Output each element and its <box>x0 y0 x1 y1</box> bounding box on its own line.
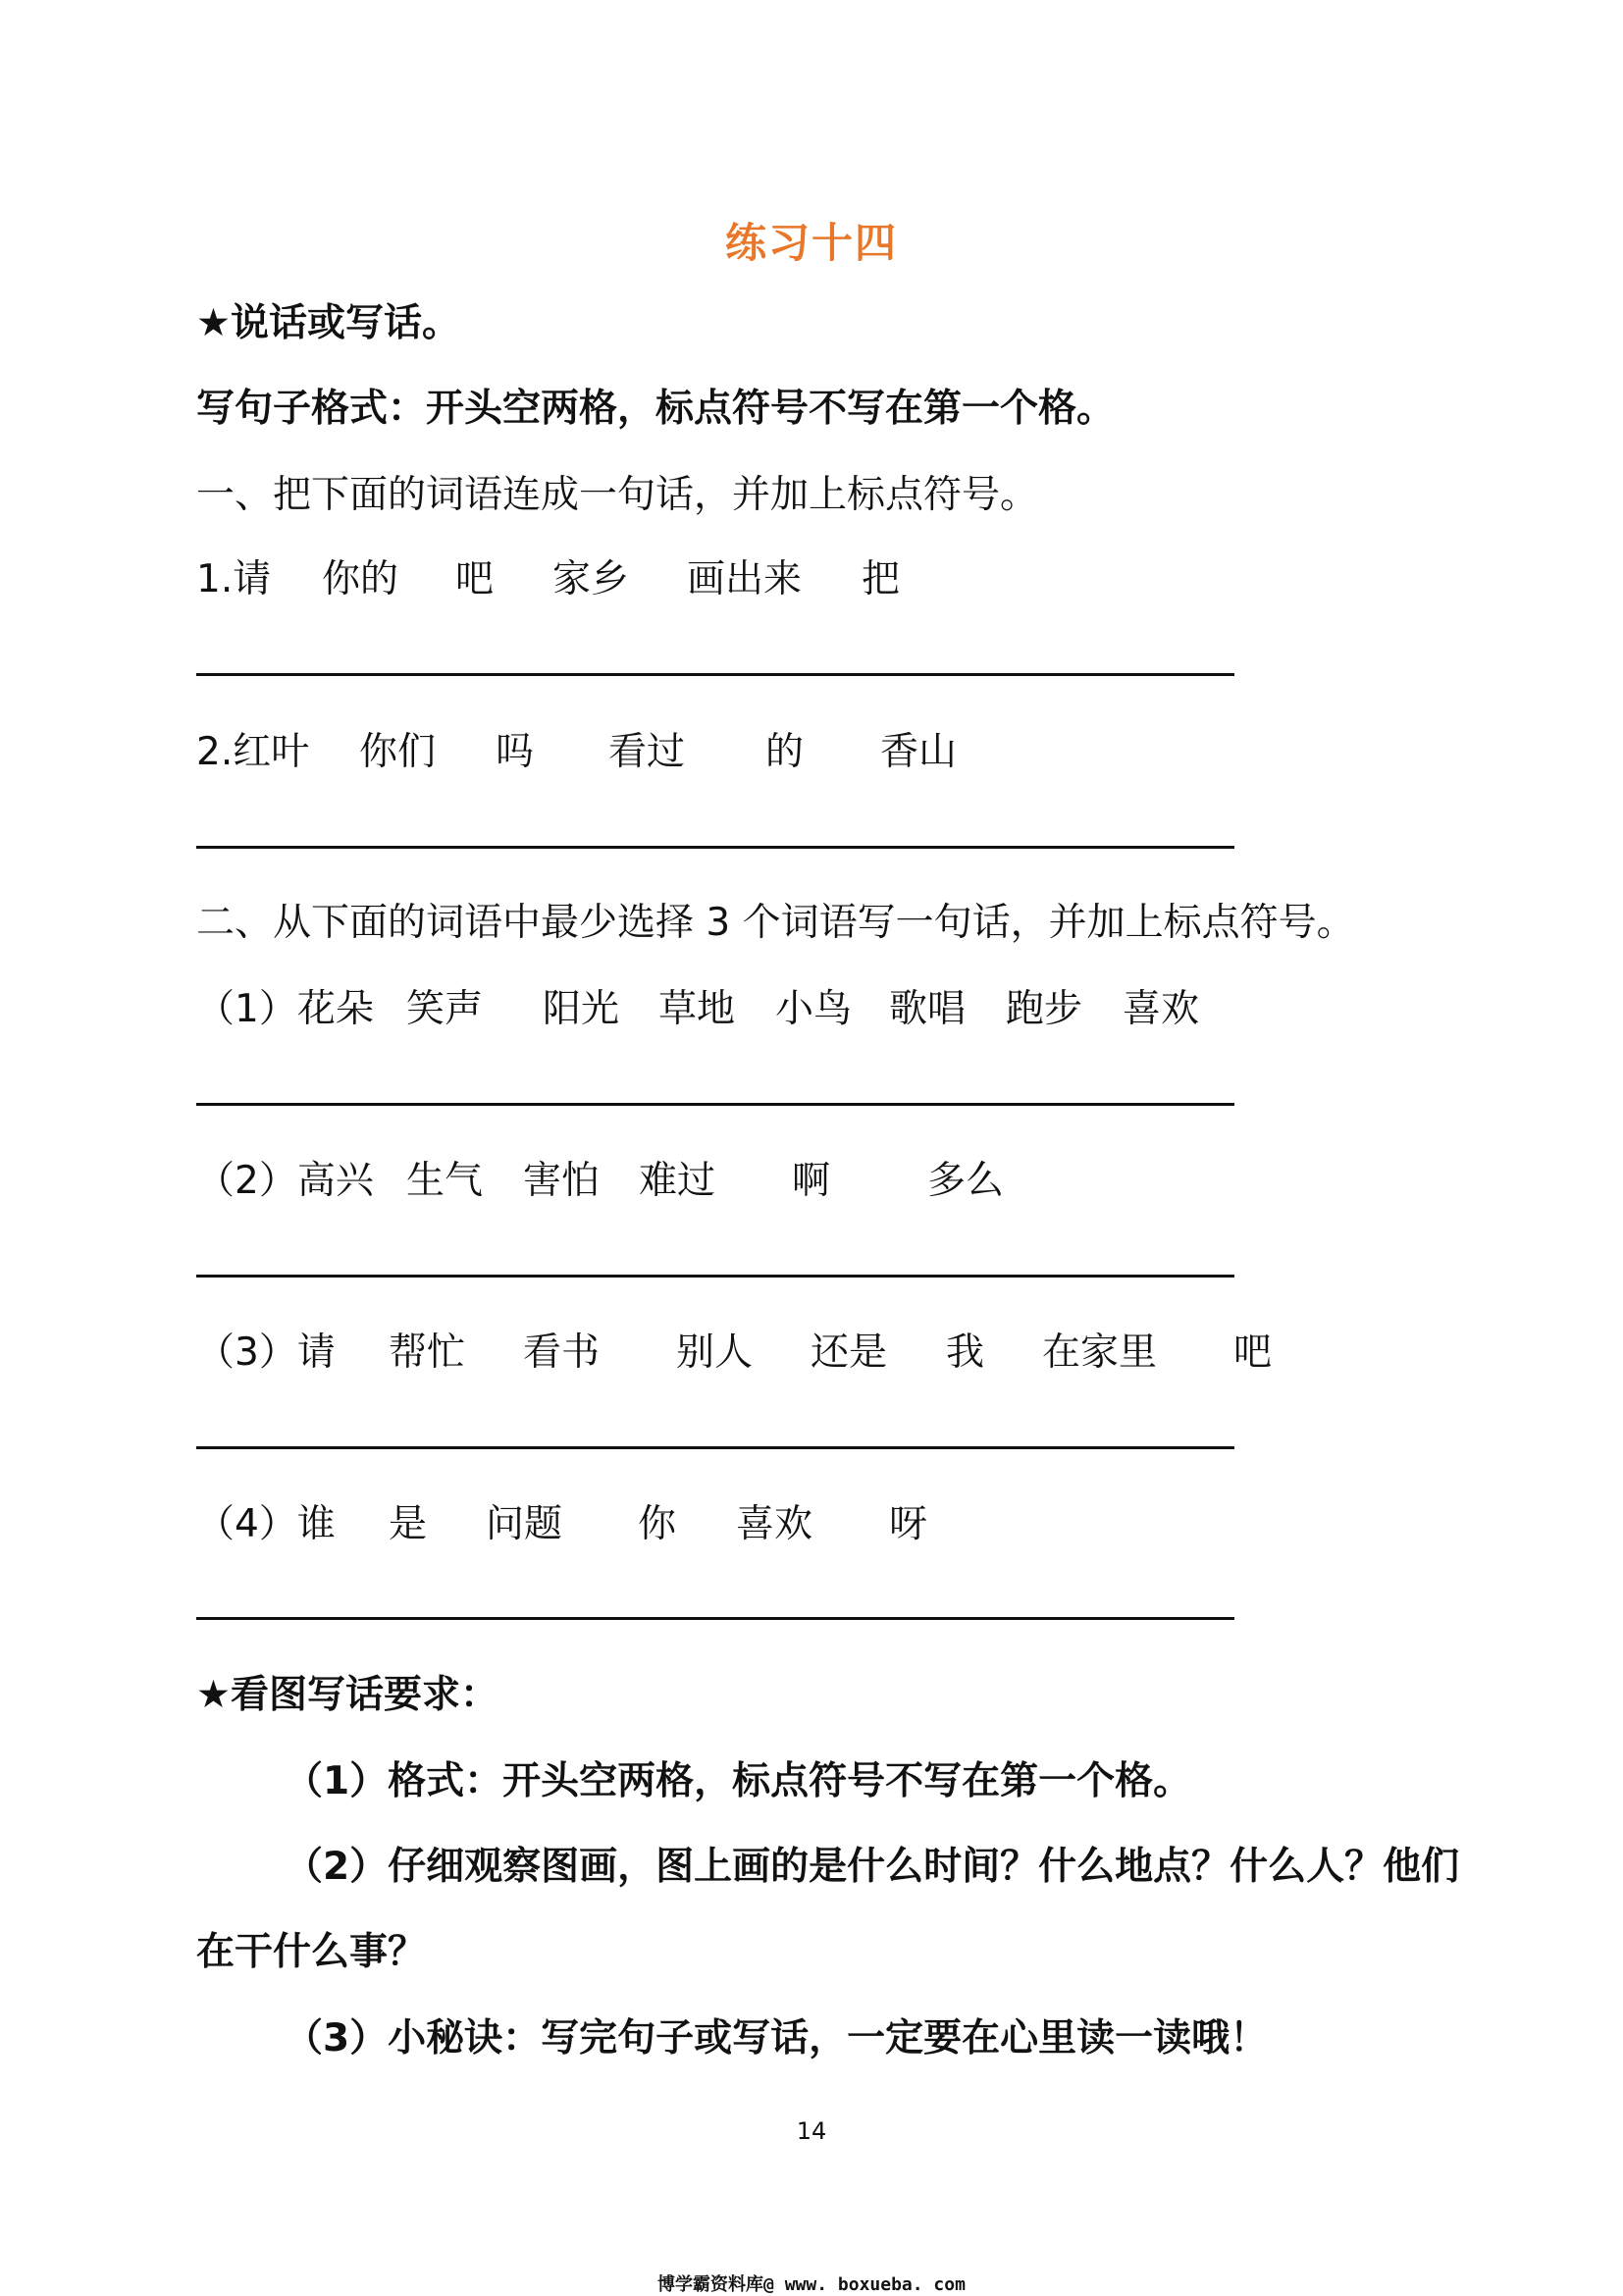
word: 你们 <box>359 730 437 774</box>
word: 我 <box>946 1331 985 1375</box>
requirement-2-line-1: （2）仔细观察图画，图上画的是什么时间？什么地点？什么人？他们 <box>285 1845 1460 1889</box>
footer-watermark: 博学霸资料库@ www. boxueba. com <box>657 2274 966 2295</box>
word: （2）高兴 <box>196 1159 374 1203</box>
word: 香山 <box>880 730 958 774</box>
requirement-3: （3）小秘诀：写完句子或写话，一定要在心里读一读哦！ <box>285 2016 1269 2061</box>
word: 看书 <box>523 1331 601 1375</box>
word: 你 <box>638 1502 677 1546</box>
word: 喜欢 <box>1123 987 1200 1031</box>
word: （1）花朵 <box>196 987 374 1031</box>
word: 你的 <box>322 557 399 601</box>
word: 把 <box>862 557 901 601</box>
word: 还是 <box>811 1331 888 1375</box>
word: （3）请 <box>196 1331 336 1375</box>
word: 画出来 <box>687 557 803 601</box>
word: 1.请 <box>196 557 272 601</box>
word: 别人 <box>676 1331 754 1375</box>
word: 是 <box>389 1502 428 1546</box>
answer-line[interactable] <box>196 846 1234 849</box>
section-heading-picture-writing: ★看图写话要求： <box>196 1673 498 1717</box>
answer-line[interactable] <box>196 1446 1234 1449</box>
word: 的 <box>765 730 805 774</box>
word: 小鸟 <box>775 987 853 1031</box>
format-rule: 写句子格式：开头空两格，标点符号不写在第一个格。 <box>196 387 1116 431</box>
section-heading-speaking: ★说话或写话。 <box>196 301 460 345</box>
answer-line[interactable] <box>196 673 1234 676</box>
word: 喜欢 <box>736 1502 813 1546</box>
page-title: 练习十四 <box>724 219 898 267</box>
word: 在家里 <box>1042 1331 1158 1375</box>
requirement-2-line-2: 在干什么事？ <box>196 1930 427 1974</box>
word: 2.红叶 <box>196 730 310 774</box>
word: 呀 <box>889 1502 928 1546</box>
word: 吧 <box>1233 1331 1273 1375</box>
word: 阳光 <box>543 987 620 1031</box>
word: 歌唱 <box>889 987 967 1031</box>
answer-line[interactable] <box>196 1617 1234 1620</box>
requirement-1: （1）格式：开头空两格，标点符号不写在第一个格。 <box>285 1759 1192 1803</box>
word: 害怕 <box>523 1159 601 1203</box>
word: 啊 <box>792 1159 831 1203</box>
word: 帮忙 <box>389 1331 466 1375</box>
word: （4）谁 <box>196 1502 336 1546</box>
word: 家乡 <box>552 557 630 601</box>
answer-line[interactable] <box>196 1275 1234 1278</box>
word: 生气 <box>406 1159 484 1203</box>
word: 看过 <box>608 730 686 774</box>
answer-line[interactable] <box>196 1103 1234 1106</box>
word: 吧 <box>455 557 495 601</box>
word: 多么 <box>927 1159 1005 1203</box>
page-number: 14 <box>796 2117 827 2145</box>
part2-instruction: 二、从下面的词语中最少选择 3 个词语写一句话，并加上标点符号。 <box>196 901 1355 945</box>
word: 草地 <box>658 987 736 1031</box>
word: 吗 <box>496 730 535 774</box>
word: 问题 <box>486 1502 563 1546</box>
word: 跑步 <box>1006 987 1083 1031</box>
word: 难过 <box>639 1159 716 1203</box>
word: 笑声 <box>406 987 484 1031</box>
part1-instruction: 一、把下面的词语连成一句话，并加上标点符号。 <box>196 473 1039 517</box>
